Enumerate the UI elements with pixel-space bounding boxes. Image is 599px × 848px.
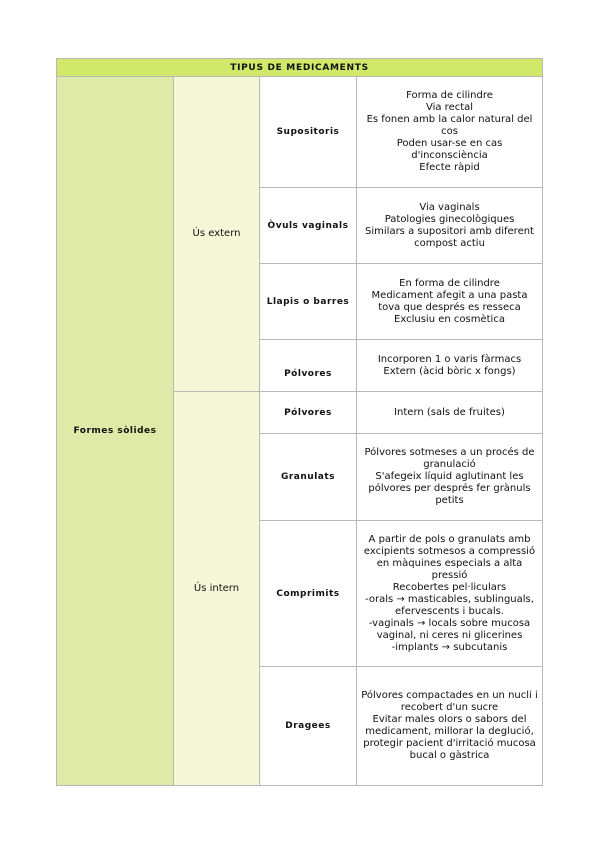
description-line: Medicament afegit a una pasta bbox=[371, 289, 528, 301]
description-line: Pólvores compactades en un nucli i bbox=[361, 690, 538, 701]
description-line: Es fonen amb la calor natural del bbox=[366, 114, 533, 125]
description-line: compost actiu bbox=[414, 237, 485, 249]
description-line: recobert d'un sucre bbox=[400, 702, 499, 713]
description-line: petits bbox=[435, 495, 464, 506]
description-line: excipients sotmesos a compressió bbox=[363, 545, 536, 557]
description-line: efervescents i bucals. bbox=[395, 605, 504, 617]
group-internal-use: Ús intern bbox=[174, 392, 260, 786]
description-line: Extern (àcid bòric x fongs) bbox=[383, 365, 516, 377]
group-external-use: Ús extern bbox=[174, 77, 260, 392]
description-line: -orals → masticables, sublinguals, bbox=[365, 593, 534, 605]
description-line: protegir pacient d'irritació mucosa bbox=[363, 738, 536, 749]
item-name: Llapis o barres bbox=[260, 264, 357, 340]
item-name: Granulats bbox=[260, 434, 357, 521]
item-name: Pólvores bbox=[260, 392, 357, 434]
description-line: Poden usar-se en cas bbox=[396, 138, 503, 149]
medicament-types-table bbox=[56, 58, 543, 786]
description-line: Via rectal bbox=[425, 102, 474, 113]
description-line: Forma de cilindre bbox=[406, 90, 493, 101]
description-line: medicament, millorar la deglució, bbox=[365, 726, 534, 737]
item-description bbox=[357, 521, 543, 667]
description-line: Exclusiu en cosmètica bbox=[394, 313, 505, 325]
description-line: Patologies ginecològiques bbox=[384, 213, 515, 225]
description-line: Pólvores sotmeses a un procés de bbox=[364, 447, 535, 458]
item-name: Supositoris bbox=[260, 77, 357, 188]
category-solid-forms: Formes sòlides bbox=[57, 77, 174, 786]
item-description bbox=[357, 188, 543, 264]
description-line: Via vaginals bbox=[419, 201, 480, 213]
item-name: Dragees bbox=[260, 667, 357, 786]
description-line: Recobertes pel·liculars bbox=[392, 581, 507, 593]
description-line: tova que després es resseca bbox=[378, 301, 521, 313]
description-line: d'inconsciència bbox=[411, 150, 488, 161]
description-line: Evitar males olors o sabors del bbox=[372, 714, 527, 725]
description-line: Incorporen 1 o varis fàrmacs bbox=[377, 353, 522, 365]
description-line: pólvores per després fer grànuls bbox=[368, 483, 531, 494]
description-line: granulació bbox=[423, 459, 476, 470]
description-line: -implants → subcutanis bbox=[391, 641, 508, 653]
description-line: Efecte ràpid bbox=[419, 162, 480, 173]
description-line: bucal o gàstrica bbox=[409, 750, 490, 761]
description-line: Similars a supositori amb diferent bbox=[365, 225, 534, 237]
item-description bbox=[357, 392, 543, 434]
item-description bbox=[357, 340, 543, 392]
description-line: -vaginals → locals sobre mucosa bbox=[368, 617, 531, 629]
description-line: en màquines especials a alta bbox=[376, 557, 523, 569]
item-description bbox=[357, 434, 543, 521]
description-line: pressió bbox=[431, 569, 468, 581]
description-line: S'afegeix líquid aglutinant les bbox=[375, 471, 524, 482]
item-name: Comprimits bbox=[260, 521, 357, 667]
table-title: TIPUS DE MEDICAMENTS bbox=[57, 59, 543, 77]
description-line: A partir de pols o granulats amb bbox=[368, 533, 531, 545]
table-row bbox=[57, 77, 543, 188]
description-line: vaginal, ni ceres ni glicerines bbox=[376, 629, 523, 641]
item-description bbox=[357, 264, 543, 340]
description-line: En forma de cilindre bbox=[399, 277, 500, 289]
item-name: Pólvores bbox=[260, 340, 357, 392]
table-header-row bbox=[57, 59, 543, 77]
description-line: cos bbox=[441, 126, 458, 137]
item-description bbox=[357, 667, 543, 786]
item-description bbox=[357, 77, 543, 188]
description-line: Intern (sals de fruites) bbox=[394, 406, 505, 418]
item-name: Òvuls vaginals bbox=[260, 188, 357, 264]
